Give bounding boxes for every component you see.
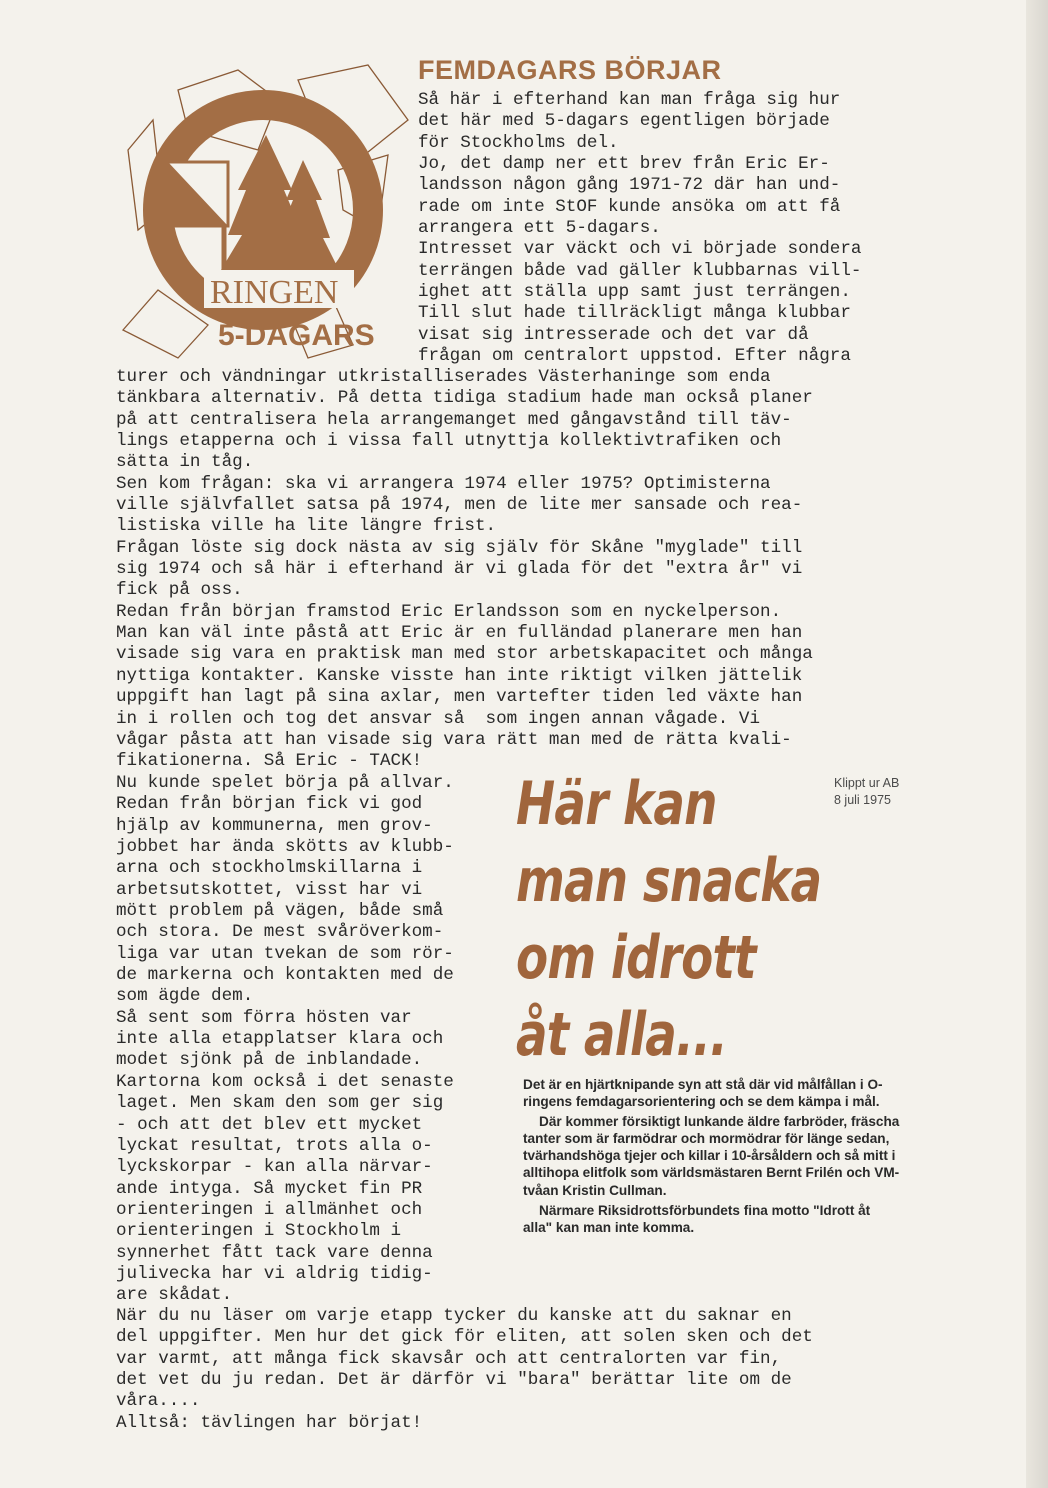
- clipping-paragraph: Det är en hjärtknipande syn att stå där vid målfållan i O-ringens femdagarsorientering och se dem kämpa i mål.: [523, 1077, 883, 1110]
- text-line: visat sig intresserade och det var då: [418, 324, 809, 345]
- headline-line: om idrott: [516, 923, 756, 993]
- text-line: jobbet har ända skötts av klubb-: [116, 837, 454, 858]
- text-line: var varmt, att många fick skavsår och att centralorten var fin,: [116, 1348, 782, 1369]
- text-line: som ägde dem.: [116, 986, 254, 1007]
- clipping-paragraph: Närmare Riksidrottsförbundets fina motto "Idrott åt alla" kan man inte komma.: [523, 1202, 871, 1235]
- headline-line: Här kan: [516, 769, 717, 839]
- text-line: de markerna och kontakten med de: [116, 965, 454, 986]
- text-line: laget. Men skam den som ger sig: [116, 1093, 444, 1114]
- text-line: Jo, det damp ner ett brev från Eric Er-: [418, 154, 830, 175]
- text-line: Redan från början framstod Eric Erlandsson som en nyckelperson.: [116, 601, 782, 622]
- text-line: are skådat.: [116, 1285, 233, 1306]
- text-line: våra....: [116, 1391, 201, 1412]
- o-ringen-logo: [118, 60, 418, 360]
- text-line: fikationerna. Så Eric - TACK!: [116, 751, 423, 772]
- text-line: - och att det blev ett mycket: [116, 1114, 423, 1135]
- body-text-top: [418, 90, 861, 367]
- logo-5dagars-text: 5-DAGARS: [218, 319, 375, 352]
- text-line: frågan om centralort uppstod. Efter några: [418, 346, 851, 367]
- text-line: Nu kunde spelet börja på allvar.: [116, 773, 454, 793]
- text-line: landsson någon gång 1971-72 där han und-: [418, 175, 841, 196]
- text-line: visade sig vara en praktisk man med stor arbetskapacitet och många: [116, 644, 813, 665]
- text-line: det här med 5-dagars egentligen började: [418, 111, 830, 132]
- text-line: modet sjönk på de inblandade.: [116, 1050, 423, 1071]
- clipping-headline: [516, 766, 822, 1074]
- text-line: mött problem på vägen, både små: [116, 901, 444, 922]
- body-text-main: [116, 367, 813, 773]
- text-line: terrängen både vad gäller klubbarnas vill-: [418, 260, 862, 281]
- text-line: arna och stockholmskillarna i: [116, 858, 423, 879]
- text-line: det vet du ju redan. Det är därför vi "bara" berättar lite om de: [116, 1370, 792, 1391]
- text-line: och stora. De mest svåröverkom-: [116, 922, 444, 943]
- text-line: lyckat resultat, trots alla o-: [116, 1135, 433, 1156]
- text-line: rade om inte StOF kunde ansöka om att få: [418, 196, 841, 217]
- text-line: hjälp av kommunerna, men grov-: [116, 815, 433, 836]
- text-line: ande intyga. Så mycket fin PR: [116, 1178, 423, 1199]
- text-line: listiska ville ha lite längre frist.: [116, 516, 497, 537]
- text-line: fick på oss.: [116, 580, 243, 601]
- page-edge: [1026, 0, 1048, 1488]
- text-line: Intresset var väckt och vi började sondera: [418, 239, 862, 260]
- text-line: ighet att ställa upp samt just terrängen.: [418, 282, 851, 303]
- text-line: tänkbara alternativ. På detta tidiga stadium hade man också planer: [116, 388, 813, 409]
- text-line: arrangera ett 5-dagars.: [418, 218, 661, 239]
- text-line: lyckskorpar - kan alla närvar-: [116, 1157, 433, 1178]
- text-line: nyttiga kontakter. Kanske visste han inte riktigt vilken jättelik: [116, 665, 803, 686]
- clipping-source-note: [834, 775, 899, 809]
- text-line: Så sent som förra hösten var: [116, 1007, 412, 1028]
- body-text-closing: [116, 1306, 813, 1434]
- text-line: sig 1974 och så här i efterhand är vi glada för det "extra år" vi: [116, 559, 803, 580]
- source-line: 8 juli 1975: [834, 793, 891, 807]
- text-line: liga var utan tvekan de som rör-: [116, 943, 454, 964]
- text-line: in i rollen och tog det ansvar så som ingen annan vågade. Vi: [116, 708, 761, 729]
- text-line: julivecka har vi aldrig tidig-: [116, 1263, 433, 1284]
- text-line: arbetsutskottet, visst har vi: [116, 879, 423, 900]
- text-line: Kartorna kom också i det senaste: [116, 1071, 454, 1092]
- text-line: Till slut hade tillräckligt många klubbar: [418, 303, 851, 324]
- text-line: för Stockholms del.: [418, 132, 619, 153]
- logo-ringen-text: RINGEN: [210, 274, 339, 311]
- text-line: synnerhet fått tack vare denna: [116, 1242, 433, 1263]
- text-line: Alltså: tävlingen har börjat!: [116, 1412, 423, 1433]
- headline-line: åt alla...: [516, 1000, 728, 1070]
- text-line: Sen kom frågan: ska vi arrangera 1974 eller 1975? Optimisterna: [116, 473, 771, 494]
- source-line: Klippt ur AB: [834, 776, 900, 790]
- body-text-left-column: [116, 773, 454, 1307]
- text-line: på att centralisera hela arrangemanget med gångavstånd till täv-: [116, 409, 792, 430]
- text-line: sätta in tåg.: [116, 452, 254, 473]
- text-line: uppgift han lagt på sina axlar, men vartefter tiden led växte han: [116, 687, 803, 708]
- text-line: lings etapperna och i vissa fall utnyttja kollektivtrafiken och: [116, 431, 782, 452]
- text-line: Frågan löste sig dock nästa av sig själv för Skåne "myglade" till: [116, 537, 803, 558]
- text-line: Redan från början fick vi god: [116, 794, 423, 815]
- text-line: När du nu läser om varje etapp tycker du kanske att du saknar en: [116, 1306, 792, 1326]
- clipping-article: [523, 1076, 903, 1239]
- text-line: orienteringen i allmänhet och: [116, 1199, 423, 1220]
- text-line: inte alla etapplatser klara och: [116, 1029, 444, 1050]
- clipping-paragraph: Där kommer försiktigt lunkande äldre farbröder, fräscha tanter som är farmödrar och mormödrar för länge sedan, tvärhandshöga tjejer och killar i 10-årsåldern och så mitt i alltihopa elitfolk som världsmästaren Bernt Frilén och VM-tvåan Kristin Cullman.: [523, 1114, 900, 1198]
- text-line: Så här i efterhand kan man fråga sig hur: [418, 90, 841, 110]
- headline-line: man snacka: [516, 846, 822, 916]
- text-line: ville självfallet satsa på 1974, men de lite mer sansade och rea-: [116, 495, 803, 516]
- article-title: FEMDAGARS BÖRJAR: [418, 55, 722, 85]
- text-line: turer och vändningar utkristalliserades Västerhaninge som enda: [116, 367, 771, 387]
- text-line: del uppgifter. Men hur det gick för eliten, att solen sken och det: [116, 1327, 813, 1348]
- text-line: orienteringen i Stockholm i: [116, 1221, 402, 1242]
- text-line: vågar påsta att han visade sig vara rätt man med de rätta kvali-: [116, 729, 792, 750]
- text-line: Man kan väl inte påstå att Eric är en fulländad planerare men han: [116, 623, 803, 644]
